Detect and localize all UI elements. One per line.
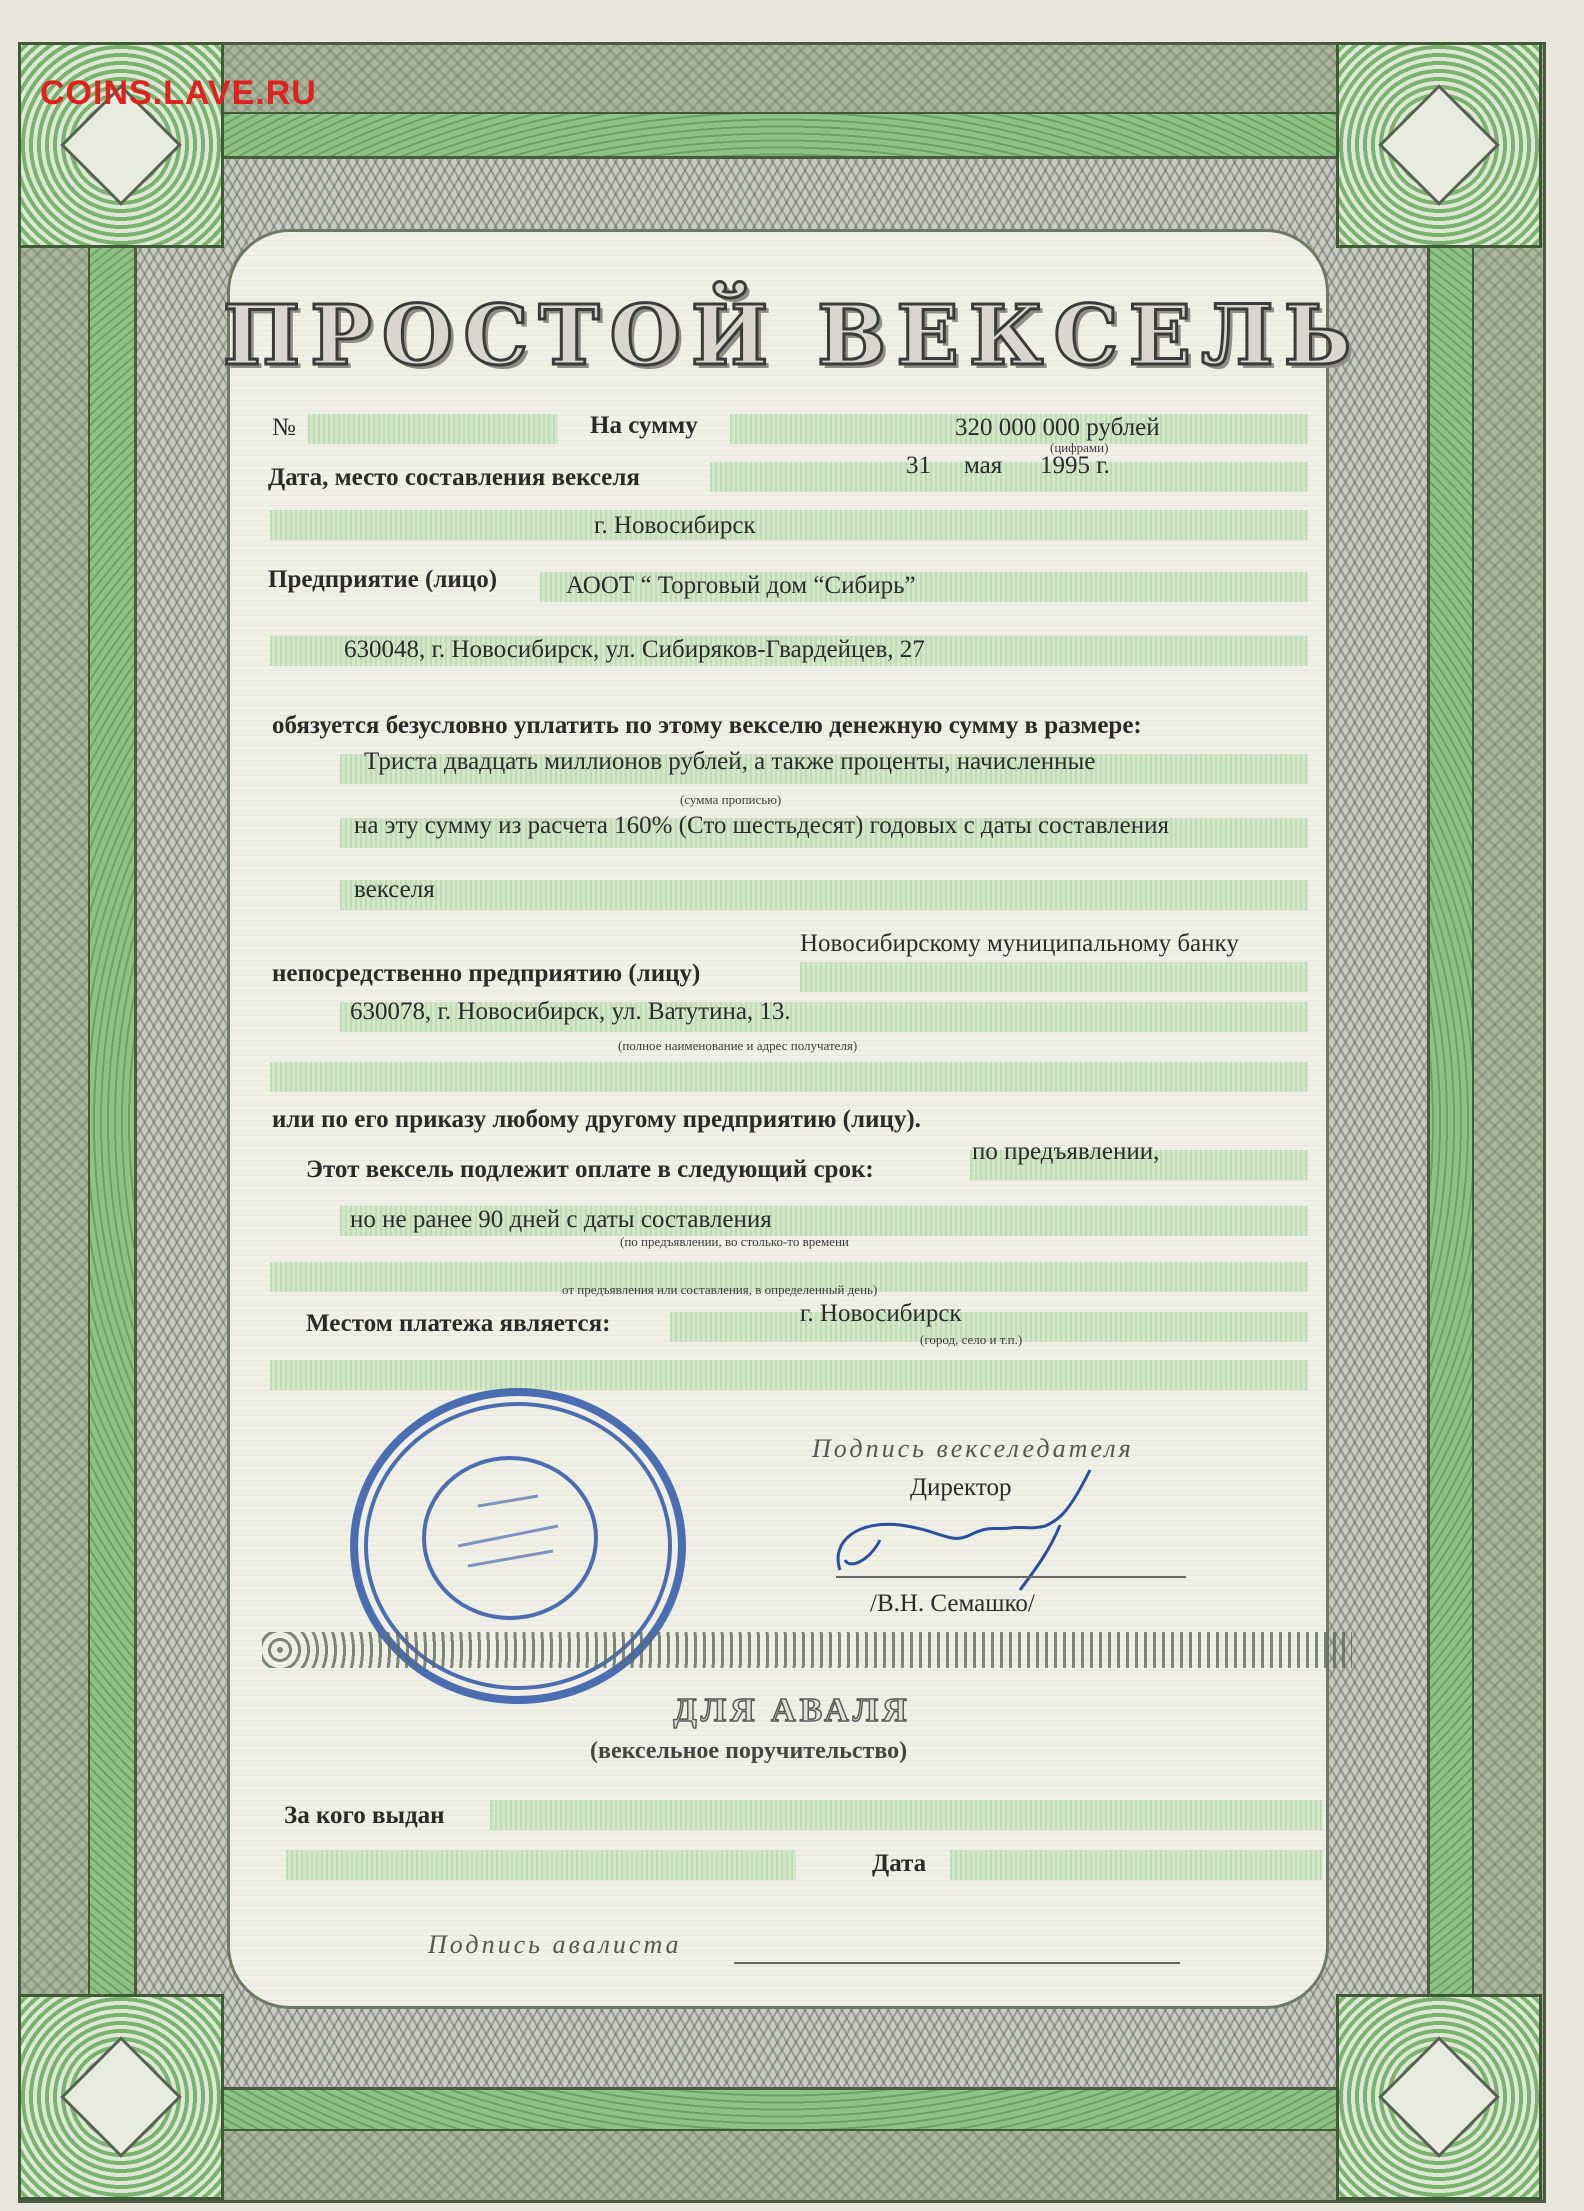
payment-place-hint: (город, село и т.п.)	[920, 1332, 1023, 1347]
aval-signature-label: Подпись авалиста	[428, 1930, 682, 1959]
date-year: 1995 г.	[1040, 452, 1110, 479]
payment-place-value: г. Новосибирск	[800, 1300, 962, 1327]
sum-words-fill-3	[340, 880, 1308, 910]
recipient-fill-3	[270, 1062, 1308, 1092]
term-hint-1: (по предъявлении, во столько-то времени	[620, 1234, 849, 1249]
enterprise-value: АООТ “ Торговый дом “Сибирь”	[566, 572, 916, 599]
term-value-2: но не ранее 90 дней с даты составления	[350, 1206, 772, 1233]
aval-fill-2	[286, 1850, 796, 1880]
term-value-1: по предъявлении,	[972, 1138, 1160, 1165]
aval-signature-line	[734, 1962, 1180, 1964]
payment-place-label: Местом платежа является:	[306, 1310, 611, 1337]
recipient-fill-1	[800, 962, 1308, 992]
term-hint-2: от предъявления или составления, в определенный день)	[562, 1282, 878, 1297]
date-fill	[710, 462, 1308, 492]
payment-place-fill-2	[270, 1360, 1308, 1390]
director-name: /В.Н. Семашко/	[870, 1590, 1035, 1617]
aval-for-fill	[490, 1800, 1322, 1830]
order-text: или по его приказу любому другому предприятию (лицу).	[272, 1106, 921, 1133]
aval-date-label: Дата	[872, 1850, 927, 1877]
aval-for-label: За кого выдан	[284, 1802, 445, 1829]
document-title: ПРОСТОЙ ВЕКСЕЛЬ	[222, 288, 1362, 384]
amount-label: На сумму	[590, 412, 698, 439]
place-value: г. Новосибирск	[594, 512, 756, 539]
recipient-name: Новосибирскому муниципальному банку	[800, 930, 1239, 957]
aval-title: ДЛЯ АВАЛЯ	[673, 1692, 911, 1729]
sum-words-line-2: на эту сумму из расчета 160% (Сто шестьдесят) годовых с даты составления	[354, 812, 1170, 839]
number-label: №	[272, 414, 296, 441]
recipient-label: непосредственно предприятию (лицу)	[272, 960, 701, 987]
date-label: Дата, место составления векселя	[268, 464, 640, 491]
corner-rosette-icon	[1336, 1994, 1542, 2200]
term-label: Этот вексель подлежит оплате в следующий срок:	[306, 1156, 874, 1183]
obligation-text: обязуется безусловно уплатить по этому векселю денежную сумму в размере:	[272, 712, 1142, 739]
date-day: 31	[906, 452, 931, 479]
amount-value: 320 000 000 рублей	[955, 414, 1160, 441]
sum-words-line-3: векселя	[354, 876, 435, 903]
recipient-address: 630078, г. Новосибирск, ул. Ватутина, 13.	[350, 998, 791, 1025]
corner-rosette-icon	[1336, 42, 1542, 248]
enterprise-address: 630048, г. Новосибирск, ул. Сибиряков-Гвардейцев, 27	[344, 636, 925, 663]
number-fill	[308, 414, 558, 444]
amount-hint: (цифрами)	[1050, 440, 1109, 455]
aval-date-fill	[950, 1850, 1322, 1880]
sum-words-line-1: Триста двадцать миллионов рублей, а также проценты, начисленные	[364, 748, 1096, 775]
date-month: мая	[964, 452, 1003, 479]
watermark: COINS.LAVE.RU	[40, 74, 317, 112]
drawer-signature-label: Подпись векселедателя	[812, 1434, 1134, 1463]
enterprise-label: Предприятие (лицо)	[268, 566, 498, 593]
drawer-signature-line	[836, 1576, 1186, 1578]
corner-rosette-icon	[18, 42, 224, 248]
sum-words-hint: (сумма прописью)	[680, 792, 782, 807]
director-label: Директор	[910, 1474, 1012, 1501]
recipient-hint: (полное наименование и адрес получателя)	[618, 1038, 858, 1053]
aval-subtitle: (вексельное поручительство)	[590, 1738, 908, 1764]
place-fill	[270, 510, 1308, 540]
ornamental-scroll-divider	[262, 1632, 1352, 1668]
corner-rosette-icon	[18, 1994, 224, 2200]
